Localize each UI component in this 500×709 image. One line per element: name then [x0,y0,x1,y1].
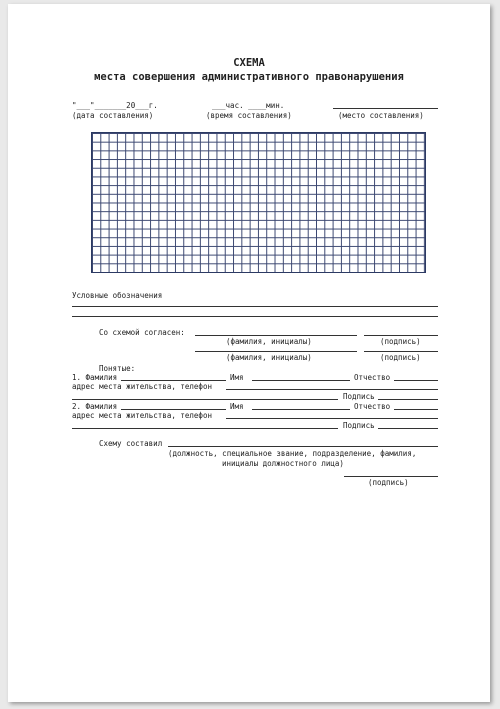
legend-line-2 [72,316,438,317]
witness-1-surname-label: 1. Фамилия [72,373,118,382]
witness-2-surname-line [121,409,226,410]
witness-1-name-line [252,380,350,381]
legend-label: Условные обозначения [72,291,163,300]
compiler-label: Схему составил [99,439,163,448]
place-line [333,108,438,109]
compiler-caption-1: (должность, специальное звание, подразделение, фамилия, [168,449,417,458]
agreement-name-caption-2: (фамилия, инициалы) [226,353,312,362]
witness-2-extra-line [72,428,338,429]
witness-1-extra-line [72,399,338,400]
witness-2-address-label: адрес места жительства, телефон [72,411,212,420]
agreement-name-line-1 [195,335,357,336]
witness-2-name-label: Имя [230,402,244,411]
witness-1-address-line [226,389,438,390]
date-fill-line: "___"_______20___г. [72,101,158,110]
agreement-sign-line-2 [364,351,438,352]
witness-1-sign-label: Подпись [343,392,375,401]
witness-1-surname-line [121,380,226,381]
witness-1-patronymic-label: Отчество [354,373,391,382]
witness-2-sign-label: Подпись [343,421,375,430]
witness-2-address-line [226,418,438,419]
scheme-drawing-grid [91,132,426,273]
agreement-sign-caption-2: (подпись) [380,353,421,362]
document-page [8,4,490,702]
place-caption: (место составления) [338,111,424,120]
document-subtitle: места совершения административного правонарушения [94,71,404,83]
agreement-sign-line-1 [364,335,438,336]
witness-1-address-label: адрес места жительства, телефон [72,382,212,391]
agreement-sign-caption-1: (подпись) [380,337,421,346]
witness-2-sign-line [378,428,438,429]
compiler-line [168,446,438,447]
document-title: СХЕМА [233,57,265,69]
witness-2-patronymic-line [394,409,438,410]
witness-2-surname-label: 2. Фамилия [72,402,118,411]
witness-1-name-label: Имя [230,373,244,382]
compiler-sign-line [344,476,438,477]
legend-line-1 [72,306,438,307]
witnesses-heading: Понятые: [99,364,136,373]
time-caption: (время составления) [206,111,292,120]
time-fill-line: ___час. ____мин. [212,101,285,110]
agreement-name-line-2 [195,351,357,352]
compiler-caption-2: инициалы должностного лица) [222,459,344,468]
witness-1-patronymic-line [394,380,438,381]
date-caption: (дата составления) [72,111,154,120]
compiler-sign-caption: (подпись) [368,478,409,487]
witness-1-sign-line [378,399,438,400]
witness-2-patronymic-label: Отчество [354,402,391,411]
agreement-name-caption-1: (фамилия, инициалы) [226,337,312,346]
agreement-label: Со схемой согласен: [99,328,185,337]
witness-2-name-line [252,409,350,410]
